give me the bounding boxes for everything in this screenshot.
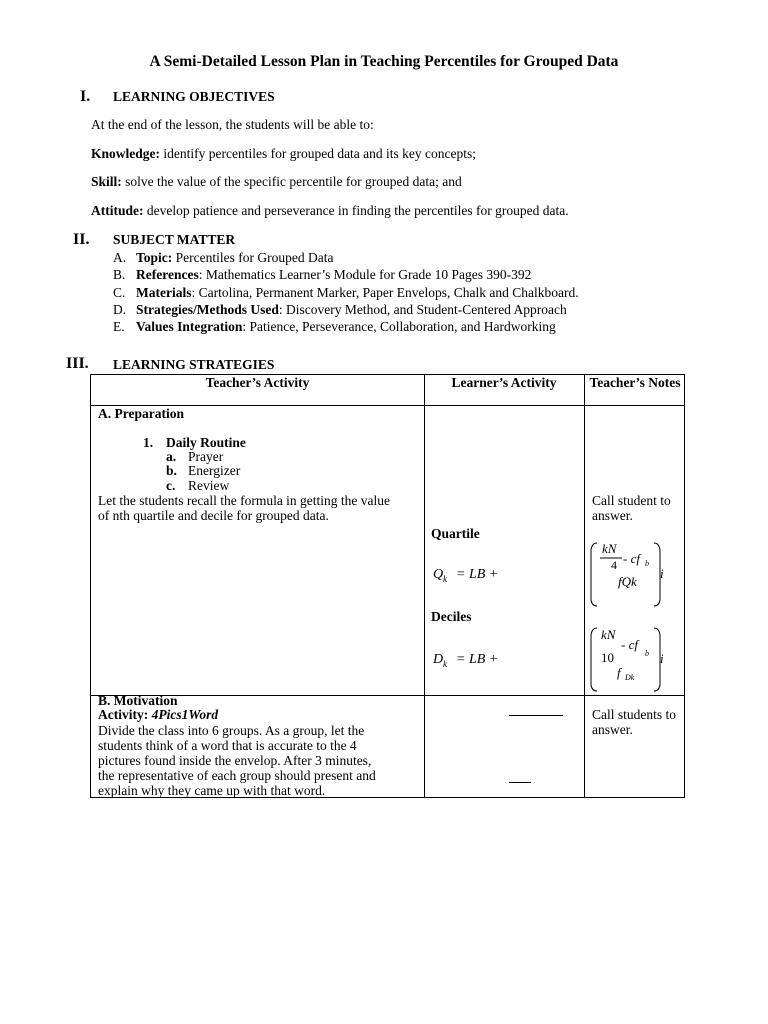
item-text: : Cartolina, Permanent Marker, Paper Envelops, Chalk and Chalkboard. — [191, 285, 579, 300]
objective-text: solve the value of the specific percentile for grouped data; and — [121, 174, 462, 189]
header-teacher-activity: Teacher’s Activity — [205, 375, 310, 390]
quartile-label: Quartile — [431, 526, 480, 541]
section-3-heading: LEARNING STRATEGIES — [113, 357, 275, 372]
motivation-line: Divide the class into 6 groups. As a group, let the — [98, 723, 365, 738]
item-text: Percentiles for Grouped Data — [172, 250, 334, 265]
item-letter: A. — [113, 250, 127, 265]
objective-label: Skill: — [91, 174, 122, 189]
objective-text: develop patience and perseverance in finding the percentiles for grouped data. — [143, 203, 569, 218]
recall-instruction-line1: Let the students recall the formula in getting the value — [98, 493, 391, 508]
item-letter: C. — [113, 285, 126, 300]
formula-fqk: fQk — [618, 574, 637, 589]
subject-item-values — [113, 319, 556, 335]
objective-knowledge — [91, 146, 476, 162]
document-title: A Semi-Detailed Lesson Plan in Teaching Percentiles for Grouped Data — [149, 53, 619, 70]
item-letter: D. — [113, 302, 127, 317]
objective-skill — [91, 174, 462, 190]
activity-label: Activity: — [98, 707, 149, 722]
blank-line — [509, 797, 563, 798]
routine-letter: b. — [166, 463, 177, 478]
subject-item-topic — [113, 250, 333, 266]
section-1-numeral: I. — [80, 88, 91, 105]
formula-cf-sub: b — [645, 559, 649, 568]
formula-den: 4 — [611, 558, 617, 572]
item-label: Values Integration — [136, 319, 243, 334]
strategies-table — [90, 374, 685, 798]
formula-kn: kN — [601, 627, 616, 642]
formula-lhs: D — [433, 652, 444, 667]
formula-i: i — [660, 566, 664, 581]
formula-cf-sub: b — [645, 649, 649, 658]
item-label: Strategies/Methods Used — [136, 302, 279, 317]
item-text: : Patience, Perseverance, Collaboration, and Hardworking — [242, 319, 556, 334]
objectives-intro: At the end of the lesson, the students will be able to: — [91, 117, 374, 132]
column-divider — [424, 375, 425, 797]
objective-attitude — [91, 203, 569, 219]
blank-line — [509, 715, 563, 716]
objective-label: Attitude: — [91, 203, 144, 218]
formula-sub: k — [443, 659, 447, 669]
formula-den: 10 — [601, 650, 614, 665]
formula-f-sub: Dk — [625, 673, 635, 682]
item-label: Topic: — [136, 250, 173, 265]
section-3-numeral: III. — [66, 355, 89, 372]
deciles-label: Deciles — [431, 609, 472, 624]
subject-item-references — [113, 267, 531, 283]
routine-number: 1. — [143, 435, 154, 450]
quartile-formula — [426, 538, 664, 608]
section-2-numeral: II. — [73, 231, 90, 248]
formula-f: f — [617, 665, 621, 680]
column-divider — [584, 375, 585, 797]
section-2-heading: SUBJECT MATTER — [113, 232, 236, 247]
section-1-heading: LEARNING OBJECTIVES — [113, 89, 275, 104]
formula-sub: k — [443, 574, 447, 584]
routine-prayer: Prayer — [188, 449, 224, 464]
blank-line — [509, 782, 531, 783]
motivation-activity — [98, 707, 218, 722]
routine-letter: c. — [166, 478, 176, 493]
motivation-line: pictures found inside the envelop. After 3 minutes, — [98, 753, 372, 768]
item-label: References — [136, 267, 199, 282]
item-text: : Mathematics Learner’s Module for Grade 10 Pages 390-392 — [198, 267, 532, 282]
motivation-line: explain why they came up with that word. — [98, 783, 326, 798]
item-text: : Discovery Method, and Student-Centered Approach — [278, 302, 567, 317]
recall-instruction-line2: of nth quartile and decile for grouped data. — [98, 508, 329, 523]
item-letter: B. — [113, 267, 126, 282]
formula-eq: = LB + — [456, 652, 499, 667]
header-learner-activity: Learner’s Activity — [451, 375, 557, 390]
formula-eq: = LB + — [456, 567, 499, 582]
objective-label: Knowledge: — [91, 146, 160, 161]
subject-item-strategies — [113, 302, 567, 318]
row-divider — [91, 695, 684, 696]
decile-formula — [426, 623, 664, 693]
daily-routine: Daily Routine — [166, 435, 246, 450]
objective-text: identify percentiles for grouped data and its key concepts; — [160, 146, 477, 161]
subject-item-materials — [113, 285, 579, 301]
formula-i: i — [660, 651, 664, 666]
preparation-note: Call student to answer. — [592, 493, 671, 523]
routine-energizer: Energizer — [188, 463, 241, 478]
formula-lhs: Q — [433, 567, 444, 582]
preparation-heading: A. Preparation — [98, 406, 184, 421]
motivation-heading: B. Motivation — [98, 693, 178, 708]
activity-name: 4Pics1Word — [151, 707, 219, 722]
motivation-note: Call students to answer. — [592, 707, 676, 737]
routine-letter: a. — [166, 449, 177, 464]
routine-review: Review — [188, 478, 230, 493]
item-letter: E. — [113, 319, 125, 334]
formula-cf: - cf — [621, 637, 638, 652]
formula-kn: kN — [602, 541, 617, 556]
motivation-line: the representative of each group should present and — [98, 768, 376, 783]
item-label: Materials — [136, 285, 192, 300]
motivation-line: students think of a word that is accurate to the 4 — [98, 738, 357, 753]
formula-cf: - cf — [623, 551, 640, 566]
header-teacher-notes: Teacher’s Notes — [589, 375, 681, 390]
